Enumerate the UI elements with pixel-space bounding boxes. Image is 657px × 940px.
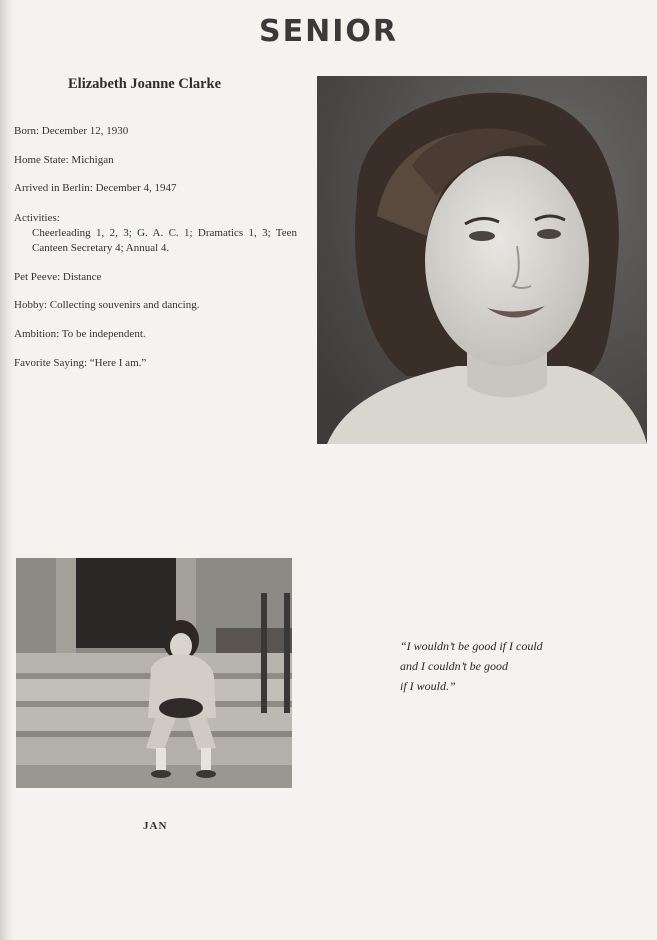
pet-peeve-line: Pet Peeve: Distance xyxy=(14,271,102,283)
quote-line-3: if I would.” xyxy=(400,679,456,693)
activities-text: Cheerleading 1, 2, 3; G. A. C. 1; Dramatics 1, 3; Teen Canteen Secretary 4; Annual 4. xyxy=(32,227,297,254)
arrived-line: Arrived in Berlin: December 4, 1947 xyxy=(14,182,177,194)
hobby-line: Hobby: Collecting souvenirs and dancing. xyxy=(14,299,200,311)
activities-label: Activities: xyxy=(14,212,60,224)
quote-line-2: and I couldn’t be good xyxy=(400,659,508,673)
ambition-line: Ambition: To be independent. xyxy=(14,328,146,340)
student-name: Elizabeth Joanne Clarke xyxy=(68,76,222,92)
quote-block xyxy=(400,636,640,696)
born-line: Born: December 12, 1930 xyxy=(14,125,129,137)
page-heading: SENIOR xyxy=(259,14,398,49)
quote-line-1: “I wouldn’t be good if I could xyxy=(400,639,543,653)
favorite-saying-line: Favorite Saying: “Here I am.” xyxy=(14,357,147,369)
page-gutter xyxy=(0,0,14,940)
candid-caption: JAN xyxy=(143,820,168,832)
home-state-line: Home State: Michigan xyxy=(14,154,114,166)
portrait-photo xyxy=(317,76,647,444)
candid-photo xyxy=(16,558,292,788)
